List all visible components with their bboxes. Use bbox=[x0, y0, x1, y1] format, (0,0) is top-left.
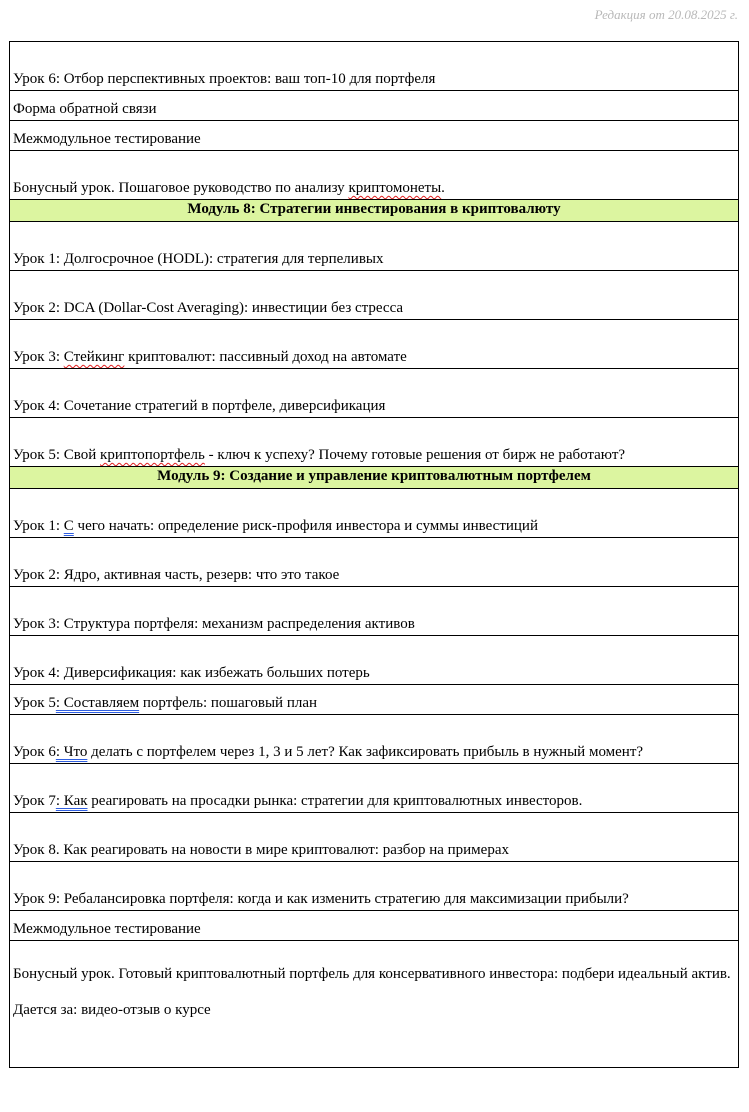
course-program-table bbox=[9, 41, 739, 1068]
lesson-title bbox=[10, 715, 739, 764]
lesson-title: Межмодульное тестирование bbox=[10, 911, 739, 941]
lesson-row bbox=[10, 489, 739, 538]
lesson-row bbox=[10, 764, 739, 813]
grammar-marked-word: С bbox=[63, 518, 74, 534]
lesson-row bbox=[10, 538, 739, 587]
lesson-title: Урок 6: Отбор перспективных проектов: ваш топ-10 для портфеля bbox=[10, 42, 739, 91]
lesson-row bbox=[10, 271, 739, 320]
lesson-title-part: портфель: пошаговый план bbox=[139, 695, 318, 711]
lesson-title: Урок 4: Сочетание стратегий в портфеле, диверсификация bbox=[10, 369, 739, 418]
lesson-title-part: реагировать на просадки рынка: стратегии для криптовалютных инвесторов. bbox=[87, 793, 583, 809]
lesson-title: Урок 4: Диверсификация: как избежать больших потерь bbox=[10, 636, 739, 685]
lesson-row bbox=[10, 587, 739, 636]
lesson-title: Урок 2: DCA (Dollar-Cost Averaging): инвестиции без стресса bbox=[10, 271, 739, 320]
lesson-title-part: Урок 1: bbox=[13, 518, 64, 534]
lesson-title-part: Урок 7 bbox=[13, 793, 56, 809]
lesson-row bbox=[10, 418, 739, 467]
lesson-title-part: чего начать: определение риск-профиля инвестора и суммы инвестиций bbox=[73, 518, 538, 534]
lesson-title-part: . bbox=[441, 180, 445, 196]
lesson-row bbox=[10, 813, 739, 862]
grammar-marked-word: : Что bbox=[55, 744, 88, 760]
bonus-final-cell bbox=[10, 941, 739, 1068]
lesson-title: Урок 8. Как реагировать на новости в мире криптовалют: разбор на примерах bbox=[10, 813, 739, 862]
lesson-row bbox=[10, 685, 739, 715]
module-title: Модуль 9: Создание и управление криптовалютным портфелем bbox=[10, 467, 739, 489]
module-header-row bbox=[10, 467, 739, 489]
lesson-title: Урок 1: Долгосрочное (HODL): стратегия для терпеливых bbox=[10, 222, 739, 271]
edition-date-note: Редакция от 20.08.2025 г. bbox=[594, 7, 738, 22]
lesson-row bbox=[10, 91, 739, 121]
lesson-row bbox=[10, 862, 739, 911]
lesson-title bbox=[10, 685, 739, 715]
lesson-title-part: Урок 3: bbox=[13, 349, 64, 365]
lesson-title-part: Бонусный урок. Пошаговое руководство по анализу bbox=[13, 180, 349, 196]
lesson-title-part: делать с портфелем через 1, 3 и 5 лет? Как зафиксировать прибыль в нужный момент? bbox=[87, 744, 644, 760]
lesson-title bbox=[10, 151, 739, 200]
lesson-title: Урок 2: Ядро, активная часть, резерв: что это такое bbox=[10, 538, 739, 587]
lesson-row bbox=[10, 222, 739, 271]
spellcheck-marked-word: криптопортфель bbox=[100, 447, 205, 463]
lesson-title: Урок 9: Ребалансировка портфеля: когда и как изменить стратегию для максимизации прибыли? bbox=[10, 862, 739, 911]
lesson-title-part: - ключ к успеху? Почему готовые решения от бирж не работают? bbox=[204, 447, 626, 463]
lesson-title bbox=[10, 418, 739, 467]
lesson-row bbox=[10, 121, 739, 151]
lesson-title bbox=[10, 489, 739, 538]
lesson-title: Форма обратной связи bbox=[10, 91, 739, 121]
module-title: Модуль 8: Стратегии инвестирования в криптовалюту bbox=[10, 200, 739, 222]
lesson-title-part: криптовалют: пассивный доход на автомате bbox=[124, 349, 407, 365]
bonus-final-reward: Дается за: видео-отзыв о курсе bbox=[13, 1002, 211, 1018]
lesson-title: Урок 3: Структура портфеля: механизм распределения активов bbox=[10, 587, 739, 636]
spellcheck-marked-word: криптомонеты bbox=[348, 180, 442, 196]
lesson-title bbox=[10, 764, 739, 813]
lesson-title bbox=[10, 320, 739, 369]
lesson-row bbox=[10, 369, 739, 418]
lesson-row bbox=[10, 151, 739, 200]
spellcheck-marked-word: Стейкинг bbox=[63, 349, 125, 365]
lesson-title: Межмодульное тестирование bbox=[10, 121, 739, 151]
lesson-title-part: Урок 5: Свой bbox=[13, 447, 101, 463]
bonus-final-description: Бонусный урок. Готовый криптовалютный портфель для консервативного инвестора: подбери идеальный актив. bbox=[13, 966, 731, 982]
lesson-title-part: Урок 5 bbox=[13, 695, 56, 711]
lesson-row bbox=[10, 715, 739, 764]
table-row-bonus-final bbox=[10, 941, 739, 1068]
lesson-title-part: Урок 6 bbox=[13, 744, 56, 760]
module-header-row bbox=[10, 200, 739, 222]
grammar-marked-word: : Как bbox=[55, 793, 88, 809]
lesson-row bbox=[10, 636, 739, 685]
line-gap bbox=[13, 983, 735, 1001]
lesson-row bbox=[10, 320, 739, 369]
grammar-marked-word: : Составляем bbox=[55, 695, 140, 711]
lesson-row bbox=[10, 42, 739, 91]
lesson-row bbox=[10, 911, 739, 941]
